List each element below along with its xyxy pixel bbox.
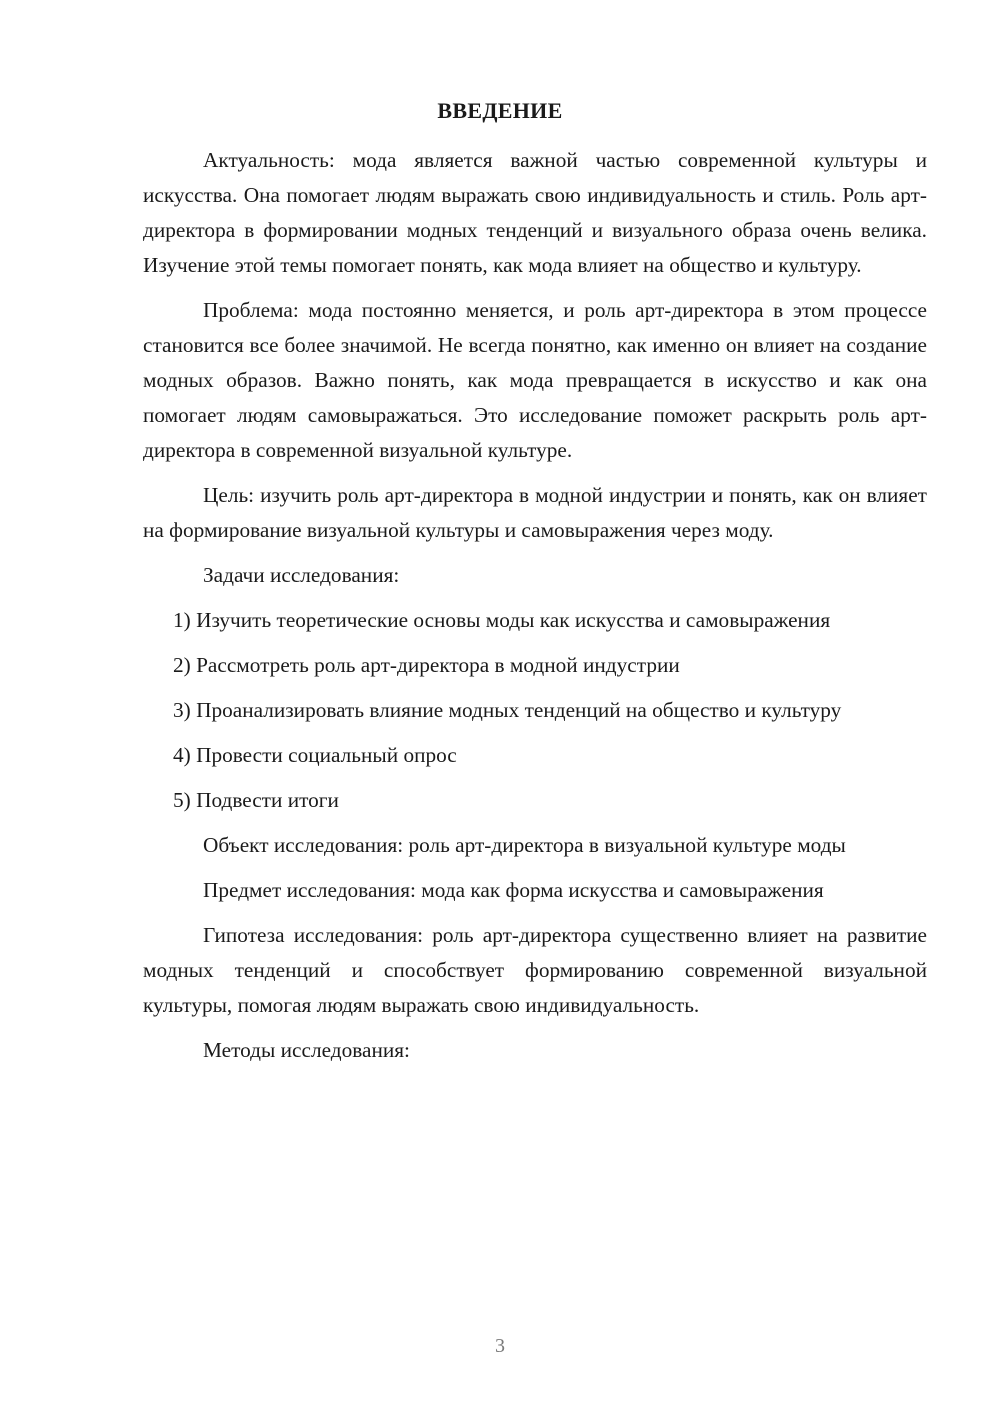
paragraph-tasks-heading: Задачи исследования: bbox=[203, 563, 400, 587]
paragraph-object: Объект исследования: роль арт-директора в визуальной культуре моды bbox=[203, 833, 846, 857]
paragraph-goal: Цель: изучить роль арт-директора в модной индустрии и понять, как он влияет на формирование визуальной культуры и самовыражения через моду. bbox=[143, 483, 927, 542]
task-item: 3) Проанализировать влияние модных тенденций на общество и культуру bbox=[173, 698, 842, 722]
body-text bbox=[143, 143, 927, 1078]
paragraph-relevance: Актуальность: мода является важной частью современной культуры и искусства. Она помогает людям выражать свою индивидуальность и стиль. Роль арт-директора в формировании модных тенденций и визуального образа очень велика. Изучение этой темы помогает понять, как мода влияет на общество и культуру. bbox=[143, 148, 927, 277]
paragraph-subject: Предмет исследования: мода как форма искусства и самовыражения bbox=[203, 878, 824, 902]
paragraph-problem: Проблема: мода постоянно меняется, и роль арт-директора в этом процессе становится все более значимой. Не всегда понятно, как именно он влияет на создание модных образов. Важно понять, как мода превращается в искусство и как она помогает людям самовыражаться. Это исследование поможет раскрыть роль арт-директора в современной визуальной культуре. bbox=[143, 298, 927, 462]
task-item: 4) Провести социальный опрос bbox=[173, 743, 457, 767]
task-item: 5) Подвести итоги bbox=[173, 788, 339, 812]
section-title: ВВЕДЕНИЕ bbox=[437, 98, 563, 123]
task-item: 2) Рассмотреть роль арт-директора в модной индустрии bbox=[173, 653, 680, 677]
paragraph-methods: Методы исследования: bbox=[203, 1038, 410, 1062]
task-item: 1) Изучить теоретические основы моды как искусства и самовыражения bbox=[173, 608, 831, 632]
paragraph-hypothesis: Гипотеза исследования: роль арт-директора существенно влияет на развитие модных тенденций и способствует формированию современной визуальной культуры, помогая людям выражать свою индивидуальность. bbox=[143, 923, 927, 1017]
page-number: 3 bbox=[495, 1335, 505, 1357]
